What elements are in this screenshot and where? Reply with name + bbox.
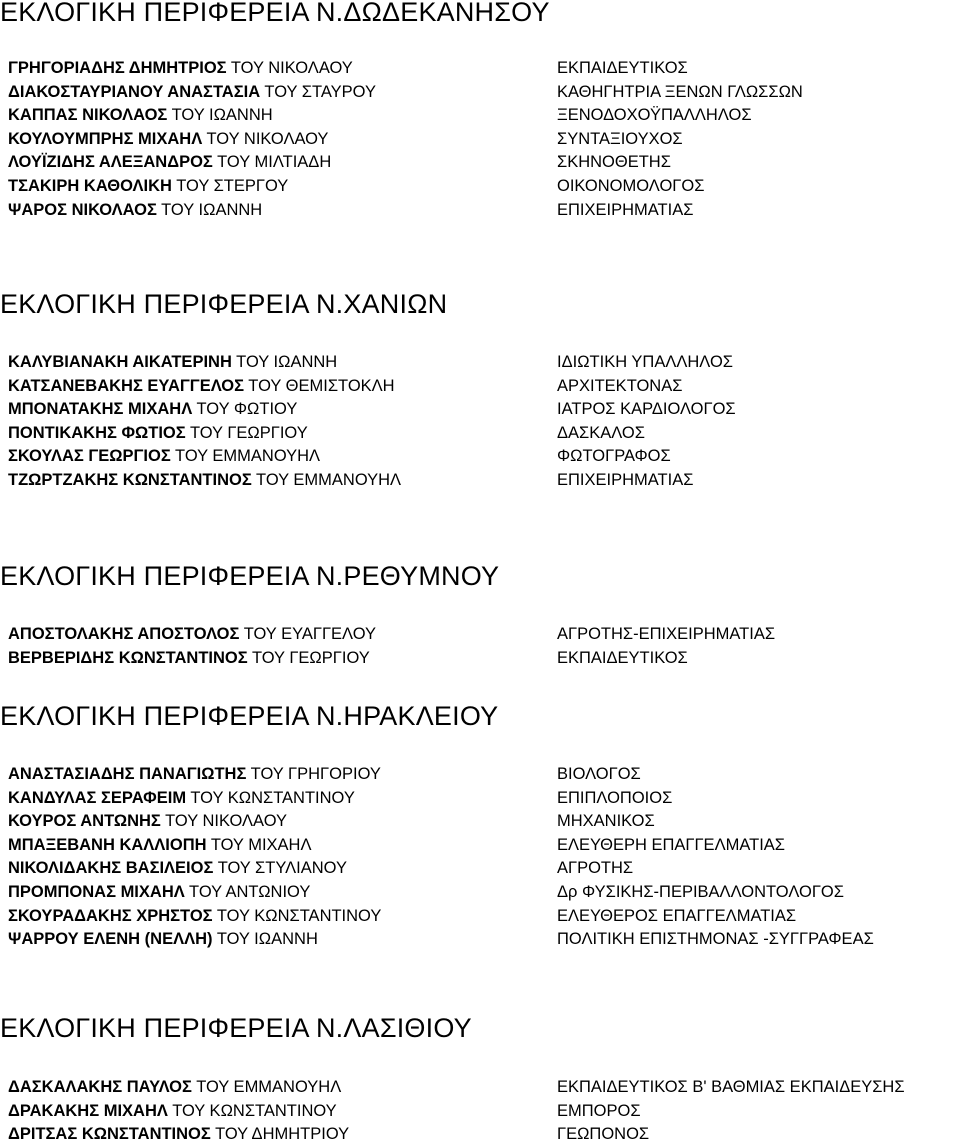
constituency-title: ΕΚΛΟΓΙΚΗ ΠΕΡΙΦΕΡΕΙΑ Ν.ΧΑΝΙΩΝ bbox=[0, 289, 448, 319]
candidate-occupation: ΒΙΟΛΟΓΟΣ bbox=[557, 765, 641, 783]
candidate-surname: ΚΑΝΔΥΛΑΣ ΣΕΡΑΦΕΙΜ bbox=[8, 788, 187, 807]
candidate-name bbox=[8, 422, 308, 446]
candidate-occupation: ΣΚΗΝΟΘΕΤΗΣ bbox=[557, 153, 671, 172]
candidate-occupation: Δρ ΦΥΣΙΚΗΣ-ΠΕΡΙΒΑΛΛΟΝΤΟΛΟΓΟΣ bbox=[557, 882, 844, 901]
candidate-name bbox=[8, 445, 320, 469]
candidate-father-name: ΤΟΥ ΝΙΚΟΛΑΟΥ bbox=[230, 59, 353, 77]
candidate-father-name: ΤΟΥ ΝΙΚΟΛΑΟΥ bbox=[206, 129, 329, 148]
candidate-name bbox=[8, 834, 312, 858]
candidate-name bbox=[8, 351, 337, 375]
candidate-father-name: ΤΟΥ ΚΩΝΣΤΑΝΤΙΝΟΥ bbox=[216, 906, 382, 925]
candidate-occupation: ΓΕΩΠΟΝΟΣ bbox=[557, 1125, 650, 1144]
candidate-father-name: ΤΟΥ ΕΜΜΑΝΟΥΗΛ bbox=[196, 1078, 342, 1096]
candidate-father-name: ΤΟΥ ΜΙΛΤΙΑΔΗ bbox=[217, 153, 332, 172]
candidate-occupation: ΦΩΤΟΓΡΑΦΟΣ bbox=[557, 447, 671, 466]
candidate-occupation: ΟΙΚΟΝΟΜΟΛΟΓΟΣ bbox=[557, 176, 705, 195]
candidate-occupation: ΕΛΕΥΘΕΡΗ ΕΠΑΓΓΕΛΜΑΤΙΑΣ bbox=[557, 835, 785, 854]
candidate-occupation: ΕΠΙΧΕΙΡΗΜΑΤΙΑΣ bbox=[557, 470, 694, 489]
candidate-occupation: ΑΓΡΟΤΗΣ bbox=[557, 859, 634, 878]
candidate-name bbox=[8, 175, 288, 199]
candidate-father-name: ΤΟΥ ΔΗΜΗΤΡΙΟΥ bbox=[215, 1125, 350, 1144]
candidate-surname: ΨΑΡΟΣ ΝΙΚΟΛΑΟΣ bbox=[8, 200, 157, 219]
candidate-father-name: ΤΟΥ ΑΝΤΩΝΙΟΥ bbox=[189, 882, 311, 901]
candidate-occupation: ΕΜΠΟΡΟΣ bbox=[557, 1101, 641, 1120]
candidate-father-name: ΤΟΥ ΙΩΑΝΝΗ bbox=[236, 353, 338, 371]
candidate-father-name: ΤΟΥ ΝΙΚΟΛΑΟΥ bbox=[165, 812, 288, 831]
candidate-surname: ΑΝΑΣΤΑΣΙΑΔΗΣ ΠΑΝΑΓΙΩΤΗΣ bbox=[8, 765, 247, 783]
candidate-occupation: ΕΚΠΑΙΔΕΥΤΙΚΟΣ Β' ΒΑΘΜΙΑΣ ΕΚΠΑΙΔΕΥΣΗΣ bbox=[557, 1078, 905, 1096]
candidate-father-name: ΤΟΥ ΦΩΤΙΟΥ bbox=[196, 400, 298, 419]
candidate-occupation: ΑΡΧΙΤΕΚΤΟΝΑΣ bbox=[557, 376, 683, 395]
constituency-title: ΕΚΛΟΓΙΚΗ ΠΕΡΙΦΕΡΕΙΑ Ν.ΡΕΘΥΜΝΟΥ bbox=[0, 561, 500, 591]
candidate-father-name: ΤΟΥ ΙΩΑΝΝΗ bbox=[171, 106, 273, 125]
candidate-surname: ΜΠΑΞΕΒΑΝΗ ΚΑΛΛΙΟΠΗ bbox=[8, 835, 207, 854]
candidate-father-name: ΤΟΥ ΣΤΕΡΓΟΥ bbox=[176, 176, 289, 195]
candidate-surname: ΛΟΥΪΖΙΔΗΣ ΑΛΕΞΑΝΔΡΟΣ bbox=[8, 153, 213, 172]
candidate-surname: ΠΡΟΜΠΟΝΑΣ ΜΙΧΑΗΛ bbox=[8, 882, 185, 901]
candidate-father-name: ΤΟΥ ΚΩΝΣΤΑΝΤΙΝΟΥ bbox=[172, 1101, 337, 1120]
candidate-name bbox=[8, 1076, 341, 1100]
candidate-father-name: ΤΟΥ ΘΕΜΙΣΤΟΚΛΗ bbox=[248, 376, 395, 395]
candidate-occupation: ΙΔΙΩΤΙΚΗ ΥΠΑΛΛΗΛΟΣ bbox=[557, 353, 733, 371]
candidate-occupation: ΕΚΠΑΙΔΕΥΤΙΚΟΣ bbox=[557, 648, 688, 667]
candidate-name bbox=[8, 763, 381, 787]
candidate-father-name: ΤΟΥ ΜΙΧΑΗΛ bbox=[210, 835, 312, 854]
candidate-father-name: ΤΟΥ ΙΩΑΝΝΗ bbox=[161, 200, 263, 219]
candidate-name bbox=[8, 1123, 349, 1147]
candidate-surname: ΣΚΟΥΛΑΣ ΓΕΩΡΓΙΟΣ bbox=[8, 447, 171, 466]
candidate-father-name: ΤΟΥ ΕΜΜΑΝΟΥΗΛ bbox=[256, 470, 402, 489]
candidate-name bbox=[8, 881, 310, 905]
candidate-name bbox=[8, 398, 297, 422]
candidate-name bbox=[8, 623, 376, 647]
candidate-name bbox=[8, 151, 331, 175]
candidate-surname: ΔΡΙΤΣΑΣ ΚΩΝΣΤΑΝΤΙΝΟΣ bbox=[8, 1125, 211, 1144]
constituency-title: ΕΚΛΟΓΙΚΗ ΠΕΡΙΦΕΡΕΙΑ Ν.ΔΩΔΕΚΑΝΗΣΟΥ bbox=[0, 0, 550, 27]
candidate-surname: ΚΑΛΥΒΙΑΝΑΚΗ ΑΙΚΑΤΕΡΙΝΗ bbox=[8, 353, 232, 371]
candidate-occupation: ΕΠΙΧΕΙΡΗΜΑΤΙΑΣ bbox=[557, 200, 694, 219]
candidate-name bbox=[8, 375, 395, 399]
candidate-surname: ΚΑΠΠΑΣ ΝΙΚΟΛΑΟΣ bbox=[8, 106, 168, 125]
candidate-occupation: ΕΚΠΑΙΔΕΥΤΙΚΟΣ bbox=[557, 59, 688, 77]
candidate-occupation: ΕΠΙΠΛΟΠΟΙΟΣ bbox=[557, 788, 673, 807]
candidate-name bbox=[8, 199, 262, 223]
candidate-name bbox=[8, 928, 318, 952]
candidate-surname: ΓΡΗΓΟΡΙΑΔΗΣ ΔΗΜΗΤΡΙΟΣ bbox=[8, 59, 227, 77]
candidate-surname: ΚΟΥΛΟΥΜΠΡΗΣ ΜΙΧΑΗΛ bbox=[8, 129, 203, 148]
candidate-occupation: ΜΗΧΑΝΙΚΟΣ bbox=[557, 812, 655, 831]
candidate-occupation: ΙΑΤΡΟΣ ΚΑΡΔΙΟΛΟΓΟΣ bbox=[557, 400, 736, 419]
candidate-surname: ΔΙΑΚΟΣΤΑΥΡΙΑΝΟΥ ΑΝΑΣΤΑΣΙΑ bbox=[8, 82, 261, 101]
candidate-name bbox=[8, 647, 370, 671]
candidate-surname: ΤΖΩΡΤΖΑΚΗΣ ΚΩΝΣΤΑΝΤΙΝΟΣ bbox=[8, 470, 252, 489]
candidate-father-name: ΤΟΥ ΣΤΑΥΡΟΥ bbox=[264, 82, 376, 101]
candidate-surname: ΠΟΝΤΙΚΑΚΗΣ ΦΩΤΙΟΣ bbox=[8, 423, 186, 442]
candidate-surname: ΤΣΑΚΙΡΗ ΚΑΘΟΛΙΚΗ bbox=[8, 176, 172, 195]
candidate-father-name: ΤΟΥ ΙΩΑΝΝΗ bbox=[216, 930, 318, 949]
candidate-occupation: ΣΥΝΤΑΞΙΟΥΧΟΣ bbox=[557, 129, 683, 148]
candidate-father-name: ΤΟΥ ΓΕΩΡΓΙΟΥ bbox=[251, 648, 370, 667]
candidate-occupation: ΕΛΕΥΘΕΡΟΣ ΕΠΑΓΓΕΛΜΑΤΙΑΣ bbox=[557, 906, 797, 925]
candidate-name bbox=[8, 81, 376, 105]
candidate-surname: ΔΑΣΚΑΛΑΚΗΣ ΠΑΥΛΟΣ bbox=[8, 1078, 192, 1096]
candidate-surname: ΚΟΥΡΟΣ ΑΝΤΩΝΗΣ bbox=[8, 812, 161, 831]
candidate-surname: ΔΡΑΚΑΚΗΣ ΜΙΧΑΗΛ bbox=[8, 1101, 168, 1120]
candidate-occupation: ΑΓΡΟΤΗΣ-ΕΠΙΧΕΙΡΗΜΑΤΙΑΣ bbox=[557, 625, 776, 643]
candidate-father-name: ΤΟΥ ΚΩΝΣΤΑΝΤΙΝΟΥ bbox=[190, 788, 355, 807]
candidate-name bbox=[8, 905, 381, 929]
candidate-name bbox=[8, 104, 273, 128]
candidate-name bbox=[8, 128, 328, 152]
candidate-surname: ΒΕΡΒΕΡΙΔΗΣ ΚΩΝΣΤΑΝΤΙΝΟΣ bbox=[8, 648, 248, 667]
candidate-father-name: ΤΟΥ ΓΡΗΓΟΡΙΟΥ bbox=[250, 765, 381, 783]
candidate-name bbox=[8, 810, 287, 834]
candidate-name bbox=[8, 57, 353, 81]
candidate-occupation: ΠΟΛΙΤΙΚΗ ΕΠΙΣΤΗΜΟΝΑΣ -ΣΥΓΓΡΑΦΕΑΣ bbox=[557, 930, 874, 949]
constituency-title: ΕΚΛΟΓΙΚΗ ΠΕΡΙΦΕΡΕΙΑ Ν.ΛΑΣΙΘΙΟΥ bbox=[0, 1013, 472, 1043]
candidate-father-name: ΤΟΥ ΣΤΥΛΙΑΝΟΥ bbox=[217, 859, 347, 878]
candidate-surname: ΚΑΤΣΑΝΕΒΑΚΗΣ ΕΥΑΓΓΕΛΟΣ bbox=[8, 376, 244, 395]
candidate-occupation: ΔΑΣΚΑΛΟΣ bbox=[557, 423, 645, 442]
candidate-father-name: ΤΟΥ ΕΥΑΓΓΕΛΟΥ bbox=[243, 625, 377, 643]
candidate-father-name: ΤΟΥ ΕΜΜΑΝΟΥΗΛ bbox=[175, 447, 321, 466]
candidate-father-name: ΤΟΥ ΓΕΩΡΓΙΟΥ bbox=[189, 423, 308, 442]
candidate-name bbox=[8, 469, 401, 493]
candidate-name bbox=[8, 1100, 337, 1124]
candidate-surname: ΑΠΟΣΤΟΛΑΚΗΣ ΑΠΟΣΤΟΛΟΣ bbox=[8, 625, 240, 643]
candidate-name bbox=[8, 787, 355, 811]
candidate-surname: ΣΚΟΥΡΑΔΑΚΗΣ ΧΡΗΣΤΟΣ bbox=[8, 906, 213, 925]
candidate-surname: ΨΑΡΡΟΥ ΕΛΕΝΗ (ΝΕΛΛΗ) bbox=[8, 930, 213, 949]
candidate-occupation: ΞΕΝΟΔΟΧΟΫΠΑΛΛΗΛΟΣ bbox=[557, 106, 752, 125]
candidate-name bbox=[8, 857, 347, 881]
constituency-title: ΕΚΛΟΓΙΚΗ ΠΕΡΙΦΕΡΕΙΑ Ν.ΗΡΑΚΛΕΙΟΥ bbox=[0, 701, 499, 731]
candidate-surname: ΜΠΟΝΑΤΑΚΗΣ ΜΙΧΑΗΛ bbox=[8, 400, 193, 419]
candidate-occupation: ΚΑΘΗΓΗΤΡΙΑ ΞΕΝΩΝ ΓΛΩΣΣΩΝ bbox=[557, 82, 803, 101]
candidate-surname: ΝΙΚΟΛΙΔΑΚΗΣ ΒΑΣΙΛΕΙΟΣ bbox=[8, 859, 214, 878]
